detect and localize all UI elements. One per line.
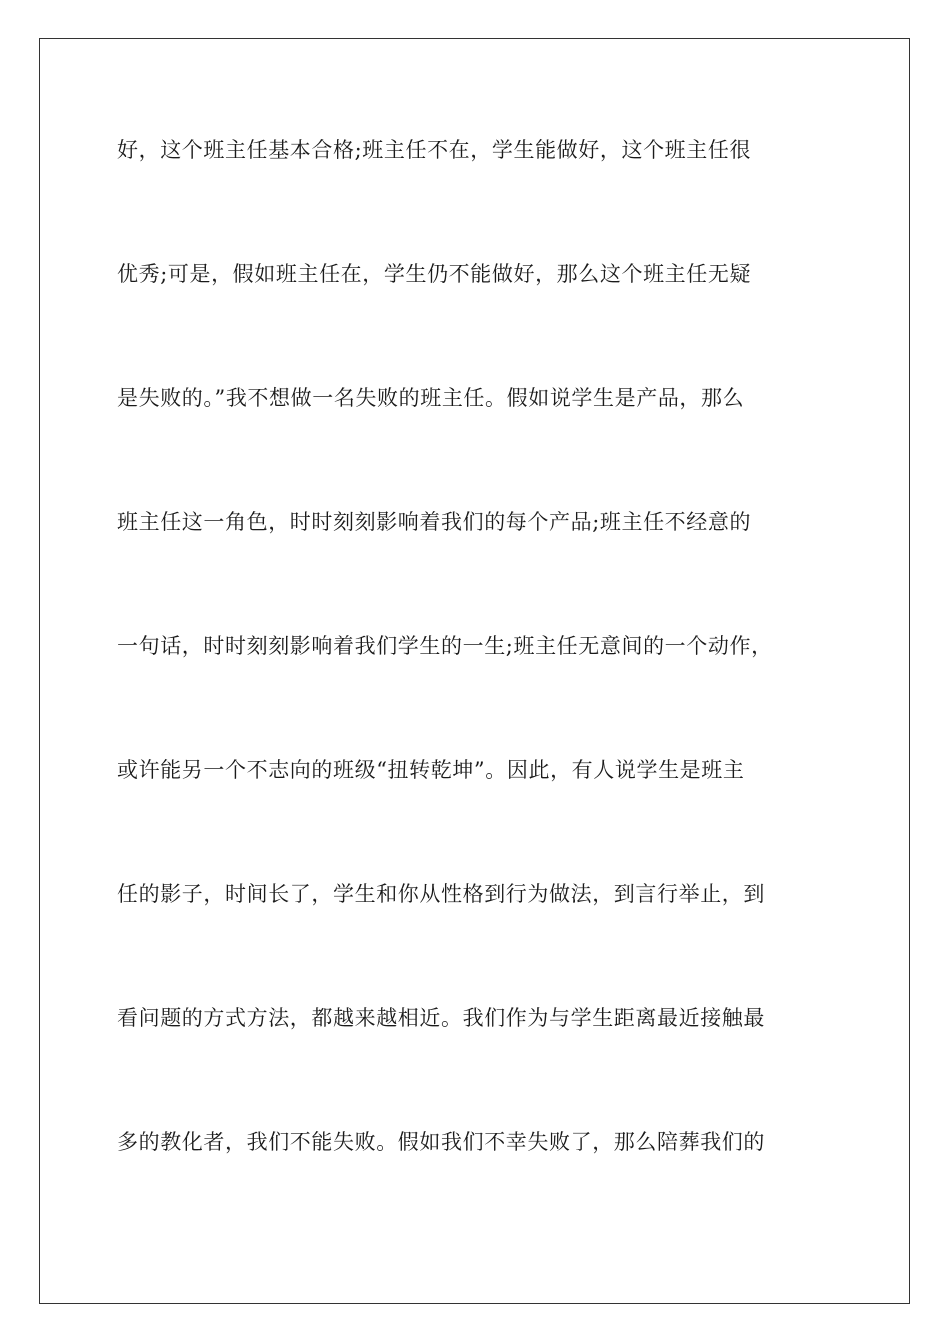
paragraph-line: 多的教化者，我们不能失败。假如我们不幸失败了，那么陪葬我们的 (117, 1130, 765, 1154)
paragraph-line: 看问题的方式方法，都越来越相近。我们作为与学生距离最近接触最 (117, 1006, 765, 1030)
paragraph-line: 好，这个班主任基本合格;班主任不在，学生能做好，这个班主任很 (117, 138, 752, 162)
paragraph-line: 优秀;可是，假如班主任在，学生仍不能做好，那么这个班主任无疑 (117, 262, 752, 286)
paragraph-line: 班主任这一角色，时时刻刻影响着我们的每个产品;班主任不经意的 (117, 510, 752, 534)
page-border (39, 38, 910, 1304)
paragraph-line: 是失败的。”我不想做一名失败的班主任。假如说学生是产品，那么 (117, 386, 745, 410)
paragraph-line: 一句话，时时刻刻影响着我们学生的一生;班主任无意间的一个动作， (117, 634, 773, 658)
paragraph-line: 或许能另一个不志向的班级“扭转乾坤”。因此，有人说学生是班主 (117, 758, 745, 782)
paragraph-line: 任的影子，时间长了，学生和你从性格到行为做法，到言行举止，到 (117, 882, 765, 906)
